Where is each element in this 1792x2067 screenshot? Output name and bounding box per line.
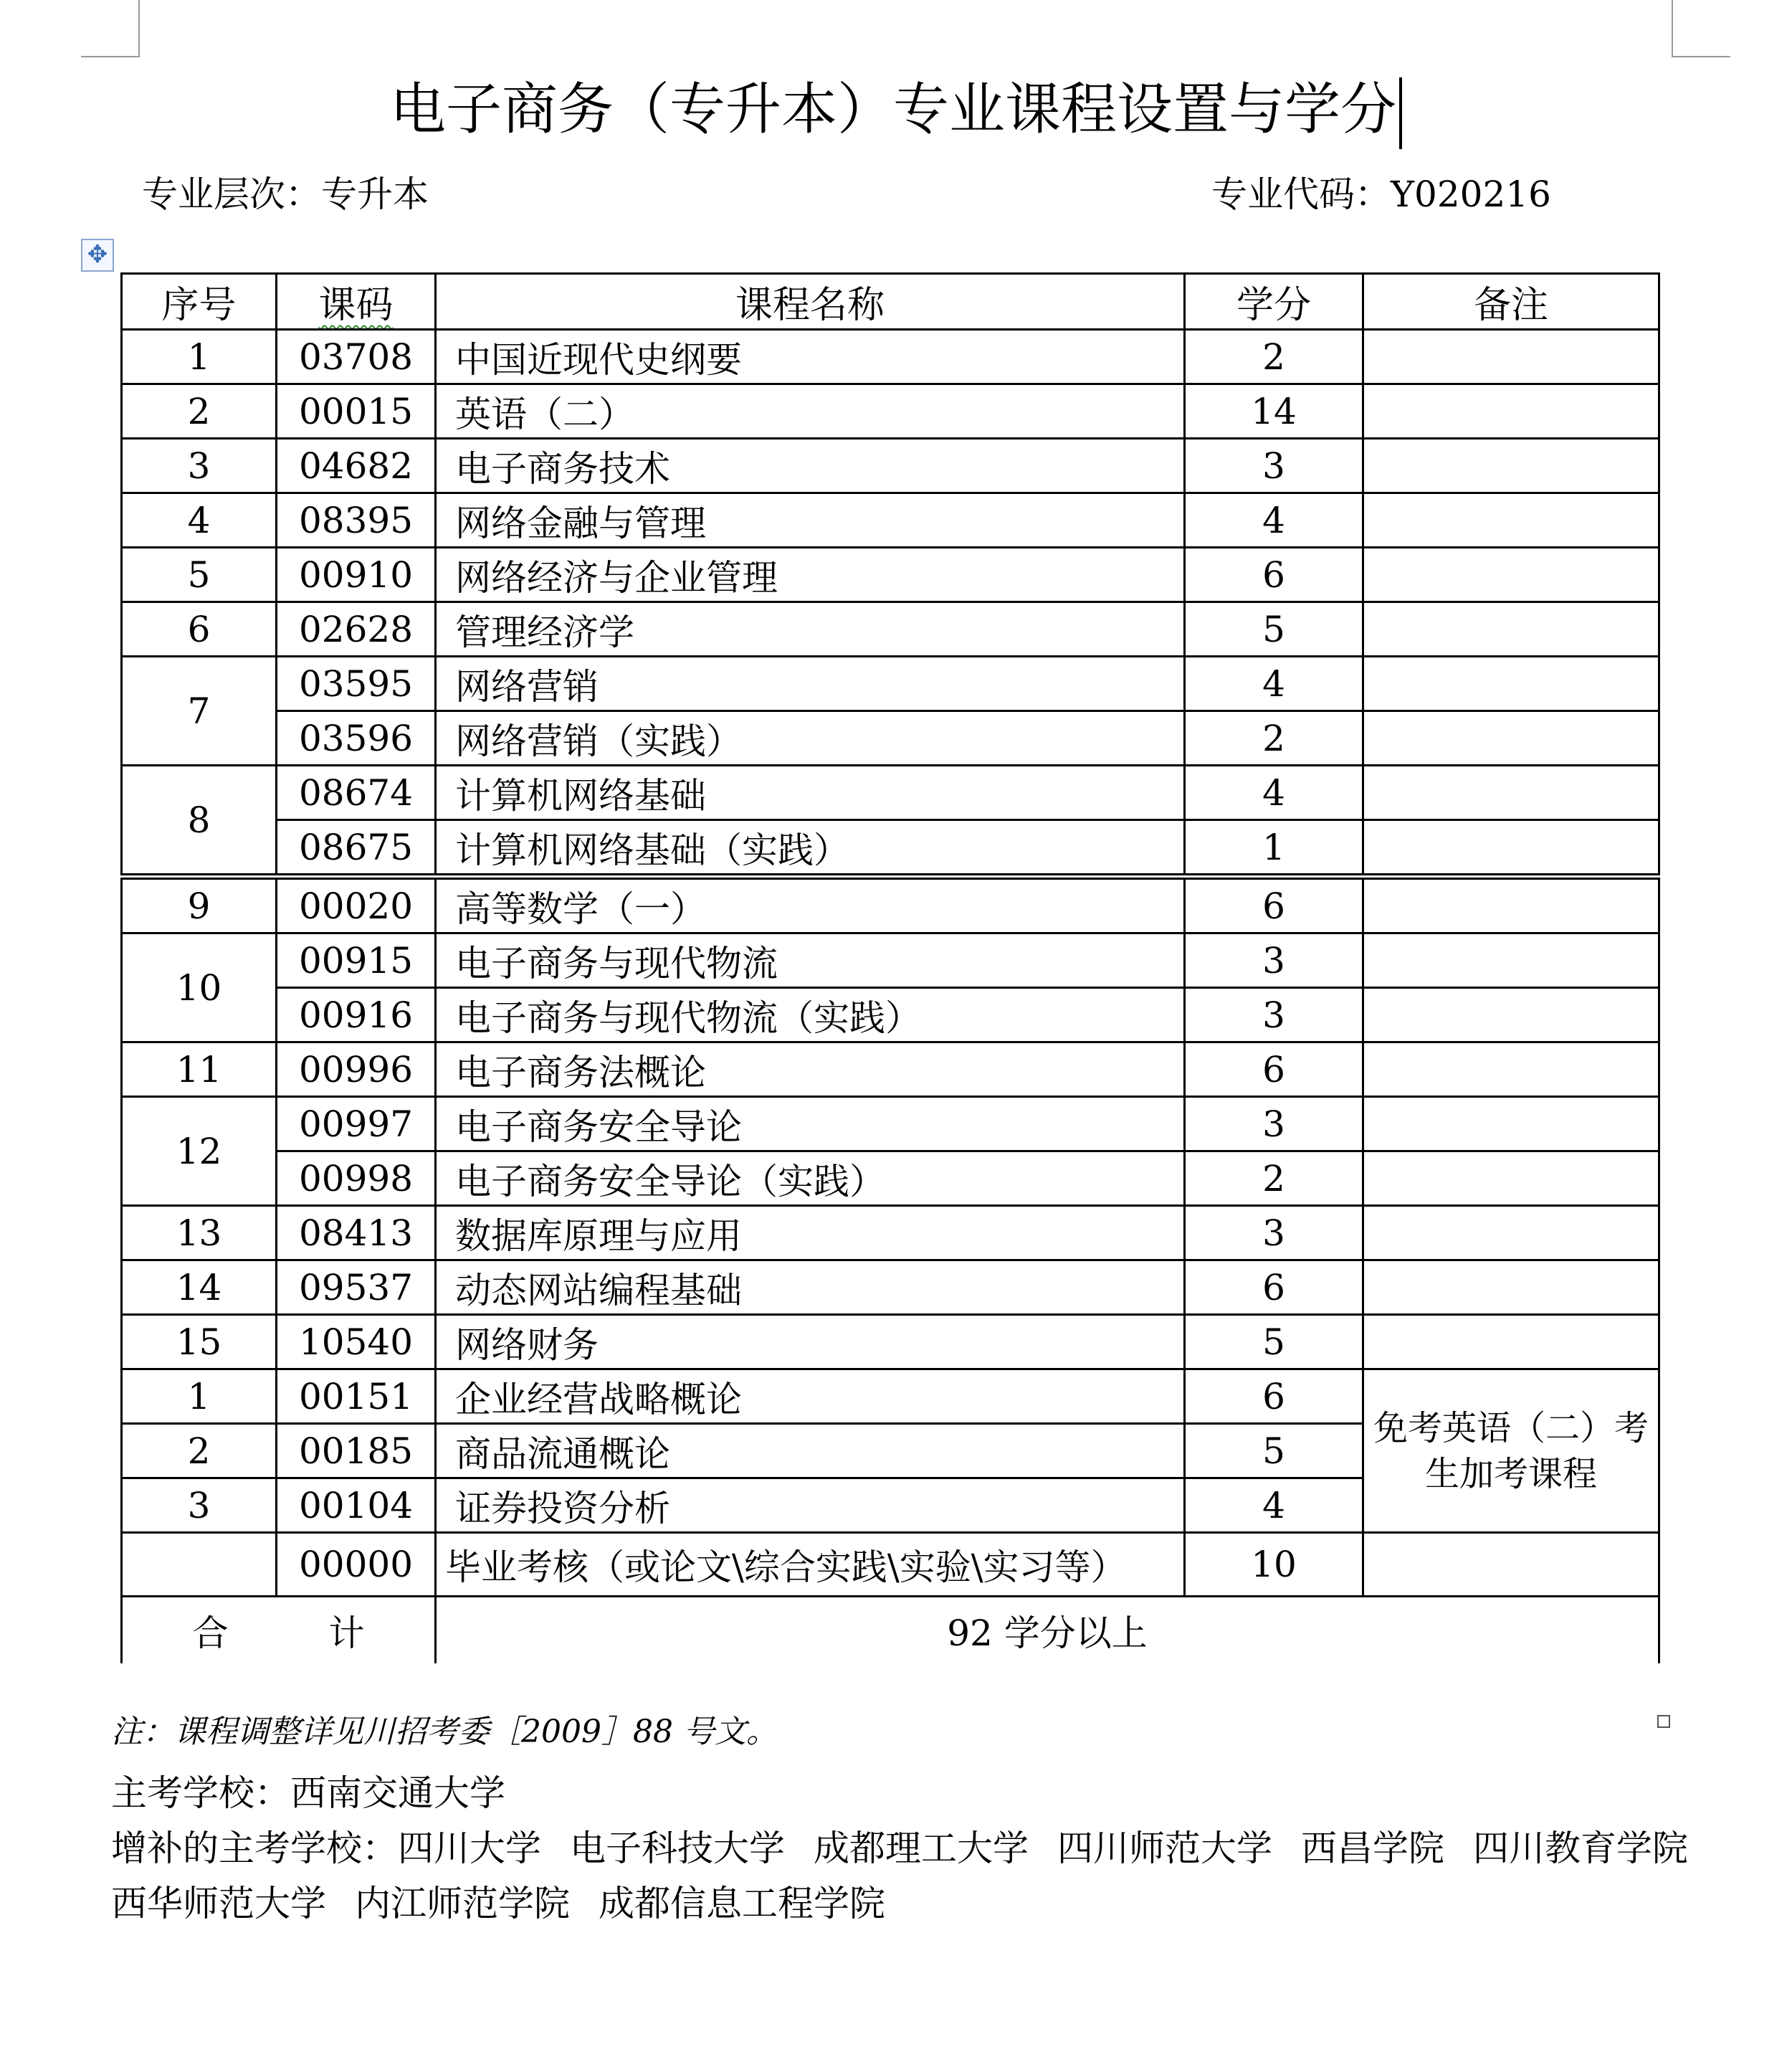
total-label (122, 1597, 436, 1664)
cell-code: 00185 (277, 1424, 436, 1478)
cell-remark (1363, 988, 1659, 1042)
cell-code: 02628 (277, 602, 436, 657)
table-row (122, 988, 1659, 1042)
table-row (122, 548, 1659, 602)
cell-name: 电子商务法概论 (436, 1042, 1185, 1097)
cell-credit: 4 (1185, 657, 1363, 711)
table-row (122, 820, 1659, 877)
cell-no: 5 (122, 548, 277, 602)
cell-remark-extra-courses: 免考英语（二）考生加考课程 (1363, 1369, 1659, 1533)
cell-no: 10 (122, 933, 277, 1042)
cell-credit: 3 (1185, 933, 1363, 988)
cell-name: 管理经济学 (436, 602, 1185, 657)
cell-remark (1363, 384, 1659, 439)
table-row (122, 766, 1659, 820)
table-row (122, 1042, 1659, 1097)
cell-remark (1363, 933, 1659, 988)
cell-code: 10540 (277, 1315, 436, 1369)
major-level: 专业层次：专升本 (142, 174, 429, 215)
cell-name: 电子商务安全导论 (436, 1097, 1185, 1151)
added-schools-line-1 (111, 1823, 1688, 1873)
cell-no: 2 (122, 384, 277, 439)
cell-remark (1363, 1206, 1659, 1260)
cell-name: 网络金融与管理 (436, 493, 1185, 548)
cell-no: 3 (122, 1478, 277, 1533)
cell-remark (1363, 820, 1659, 877)
cell-remark (1363, 1042, 1659, 1097)
cell-credit: 2 (1185, 330, 1363, 384)
header-code-text: 课码 (318, 284, 394, 327)
cell-credit: 1 (1185, 820, 1363, 877)
table-row (122, 933, 1659, 988)
header-name: 课程名称 (436, 274, 1185, 330)
cell-code: 04682 (277, 439, 436, 493)
table-row (122, 1206, 1659, 1260)
school-name: 四川师范大学 (1057, 1828, 1272, 1869)
table-row (122, 602, 1659, 657)
table-row (122, 1533, 1659, 1597)
school-name: 内江师范学院 (355, 1883, 570, 1924)
table-row (122, 493, 1659, 548)
cell-credit: 10 (1185, 1533, 1363, 1597)
school-name: 电子科技大学 (570, 1828, 785, 1869)
cell-credit: 3 (1185, 988, 1363, 1042)
cell-code: 00998 (277, 1151, 436, 1206)
text-cursor (1399, 77, 1402, 149)
cell-name: 数据库原理与应用 (436, 1206, 1185, 1260)
cell-name: 计算机网络基础 (436, 766, 1185, 820)
cell-no: 14 (122, 1260, 277, 1315)
school-name: 四川教育学院 (1473, 1828, 1688, 1869)
added-schools-line-2 (111, 1878, 885, 1929)
school-name: 成都信息工程学院 (599, 1883, 885, 1924)
cell-credit: 4 (1185, 493, 1363, 548)
main-school: 主考学校：西南交通大学 (111, 1772, 505, 1814)
cell-code: 00104 (277, 1478, 436, 1533)
cell-code: 00015 (277, 384, 436, 439)
cell-no: 12 (122, 1097, 277, 1206)
cell-name: 网络经济与企业管理 (436, 548, 1185, 602)
cell-code: 03595 (277, 657, 436, 711)
cell-remark (1363, 1097, 1659, 1151)
header-no: 序号 (122, 274, 277, 330)
cell-code: 09537 (277, 1260, 436, 1315)
cell-credit: 5 (1185, 1315, 1363, 1369)
cell-name: 企业经营战略概论 (436, 1369, 1185, 1424)
cell-no: 13 (122, 1206, 277, 1260)
cell-remark (1363, 602, 1659, 657)
cell-name: 中国近现代史纲要 (436, 330, 1185, 384)
cell-name: 毕业考核（或论文\综合实践\实验\实习等） (436, 1533, 1185, 1597)
cell-credit: 2 (1185, 1151, 1363, 1206)
cell-credit: 4 (1185, 766, 1363, 820)
cell-name: 网络营销 (436, 657, 1185, 711)
table-row (122, 1151, 1659, 1206)
cell-credit: 6 (1185, 877, 1363, 933)
cell-code: 03708 (277, 330, 436, 384)
cell-remark (1363, 711, 1659, 766)
cell-remark (1363, 766, 1659, 820)
table-row (122, 711, 1659, 766)
cell-no (122, 1533, 277, 1597)
cell-name: 网络财务 (436, 1315, 1185, 1369)
cell-name: 动态网站编程基础 (436, 1260, 1185, 1315)
cell-remark (1363, 1260, 1659, 1315)
cell-remark (1363, 1151, 1659, 1206)
cell-credit: 14 (1185, 384, 1363, 439)
table-row (122, 657, 1659, 711)
table-row (122, 384, 1659, 439)
header-code (277, 274, 436, 330)
cell-code: 08675 (277, 820, 436, 877)
school-name: 四川大学 (398, 1828, 541, 1869)
cell-credit: 2 (1185, 711, 1363, 766)
cell-code: 08413 (277, 1206, 436, 1260)
cell-name: 电子商务安全导论（实践） (436, 1151, 1185, 1206)
table-row (122, 1097, 1659, 1151)
cell-credit: 5 (1185, 602, 1363, 657)
table-header-row (122, 274, 1659, 330)
cell-credit: 5 (1185, 1424, 1363, 1478)
cell-credit: 6 (1185, 548, 1363, 602)
header-remark: 备注 (1363, 274, 1659, 330)
cell-credit: 3 (1185, 1206, 1363, 1260)
school-name: 西华师范大学 (111, 1883, 326, 1924)
table-row (122, 1315, 1659, 1369)
school-name: 西昌学院 (1301, 1828, 1444, 1869)
cell-name: 电子商务技术 (436, 439, 1185, 493)
cell-credit: 6 (1185, 1042, 1363, 1097)
cell-remark (1363, 1315, 1659, 1369)
course-table (120, 272, 1660, 1663)
cell-name: 英语（二） (436, 384, 1185, 439)
cell-code: 00910 (277, 548, 436, 602)
table-row (122, 1369, 1659, 1424)
cell-code: 00151 (277, 1369, 436, 1424)
cell-no: 7 (122, 657, 277, 766)
cell-no: 3 (122, 439, 277, 493)
cell-name: 网络营销（实践） (436, 711, 1185, 766)
total-row (122, 1597, 1659, 1664)
cell-remark (1363, 493, 1659, 548)
cell-remark (1363, 1533, 1659, 1597)
cell-no: 1 (122, 1369, 277, 1424)
cell-code: 00020 (277, 877, 436, 933)
cell-no: 4 (122, 493, 277, 548)
cell-remark (1363, 439, 1659, 493)
table-row (122, 1260, 1659, 1315)
cell-no: 9 (122, 877, 277, 933)
cell-name: 商品流通概论 (436, 1424, 1185, 1478)
total-value: 92 学分以上 (436, 1597, 1659, 1664)
header-credit: 学分 (1185, 274, 1363, 330)
cell-remark (1363, 330, 1659, 384)
total-label-b: 计 (328, 1612, 365, 1654)
cell-no: 11 (122, 1042, 277, 1097)
cell-no: 8 (122, 766, 277, 877)
table-row (122, 330, 1659, 384)
cell-code: 00996 (277, 1042, 436, 1097)
table-move-handle-icon[interactable]: ✥ (81, 239, 114, 272)
table-row (122, 877, 1659, 933)
cell-no: 15 (122, 1315, 277, 1369)
cell-code: 00997 (277, 1097, 436, 1151)
footnote: 注：课程调整详见川招考委［2009］88 号文。 (111, 1714, 778, 1750)
cell-code: 00915 (277, 933, 436, 988)
cell-remark (1363, 877, 1659, 933)
table-row (122, 439, 1659, 493)
added-schools-label: 增补的主考学校： (111, 1828, 398, 1869)
cell-code: 08395 (277, 493, 436, 548)
cell-code: 00916 (277, 988, 436, 1042)
school-name: 成都理工大学 (814, 1828, 1029, 1869)
cell-no: 1 (122, 330, 277, 384)
page-corner-mark-top-right (1672, 0, 1730, 57)
cell-name: 高等数学（一） (436, 877, 1185, 933)
cell-credit: 4 (1185, 1478, 1363, 1533)
total-label-a: 合 (192, 1612, 229, 1654)
cell-name: 电子商务与现代物流（实践） (436, 988, 1185, 1042)
cell-credit: 3 (1185, 439, 1363, 493)
cell-no: 6 (122, 602, 277, 657)
major-code: 专业代码：Y020216 (1211, 174, 1551, 215)
cell-name: 计算机网络基础（实践） (436, 820, 1185, 877)
cell-credit: 6 (1185, 1260, 1363, 1315)
cell-code: 00000 (277, 1533, 436, 1597)
cell-code: 03596 (277, 711, 436, 766)
table-resize-handle-icon[interactable] (1657, 1715, 1670, 1728)
cell-code: 08674 (277, 766, 436, 820)
cell-name: 证券投资分析 (436, 1478, 1185, 1533)
cell-name: 电子商务与现代物流 (436, 933, 1185, 988)
cell-credit: 6 (1185, 1369, 1363, 1424)
cell-credit: 3 (1185, 1097, 1363, 1151)
page-corner-mark-top-left (81, 0, 140, 57)
document-title[interactable]: 电子商务（专升本）专业课程设置与学分 (0, 70, 1792, 149)
cell-remark (1363, 548, 1659, 602)
cell-no: 2 (122, 1424, 277, 1478)
cell-remark (1363, 657, 1659, 711)
